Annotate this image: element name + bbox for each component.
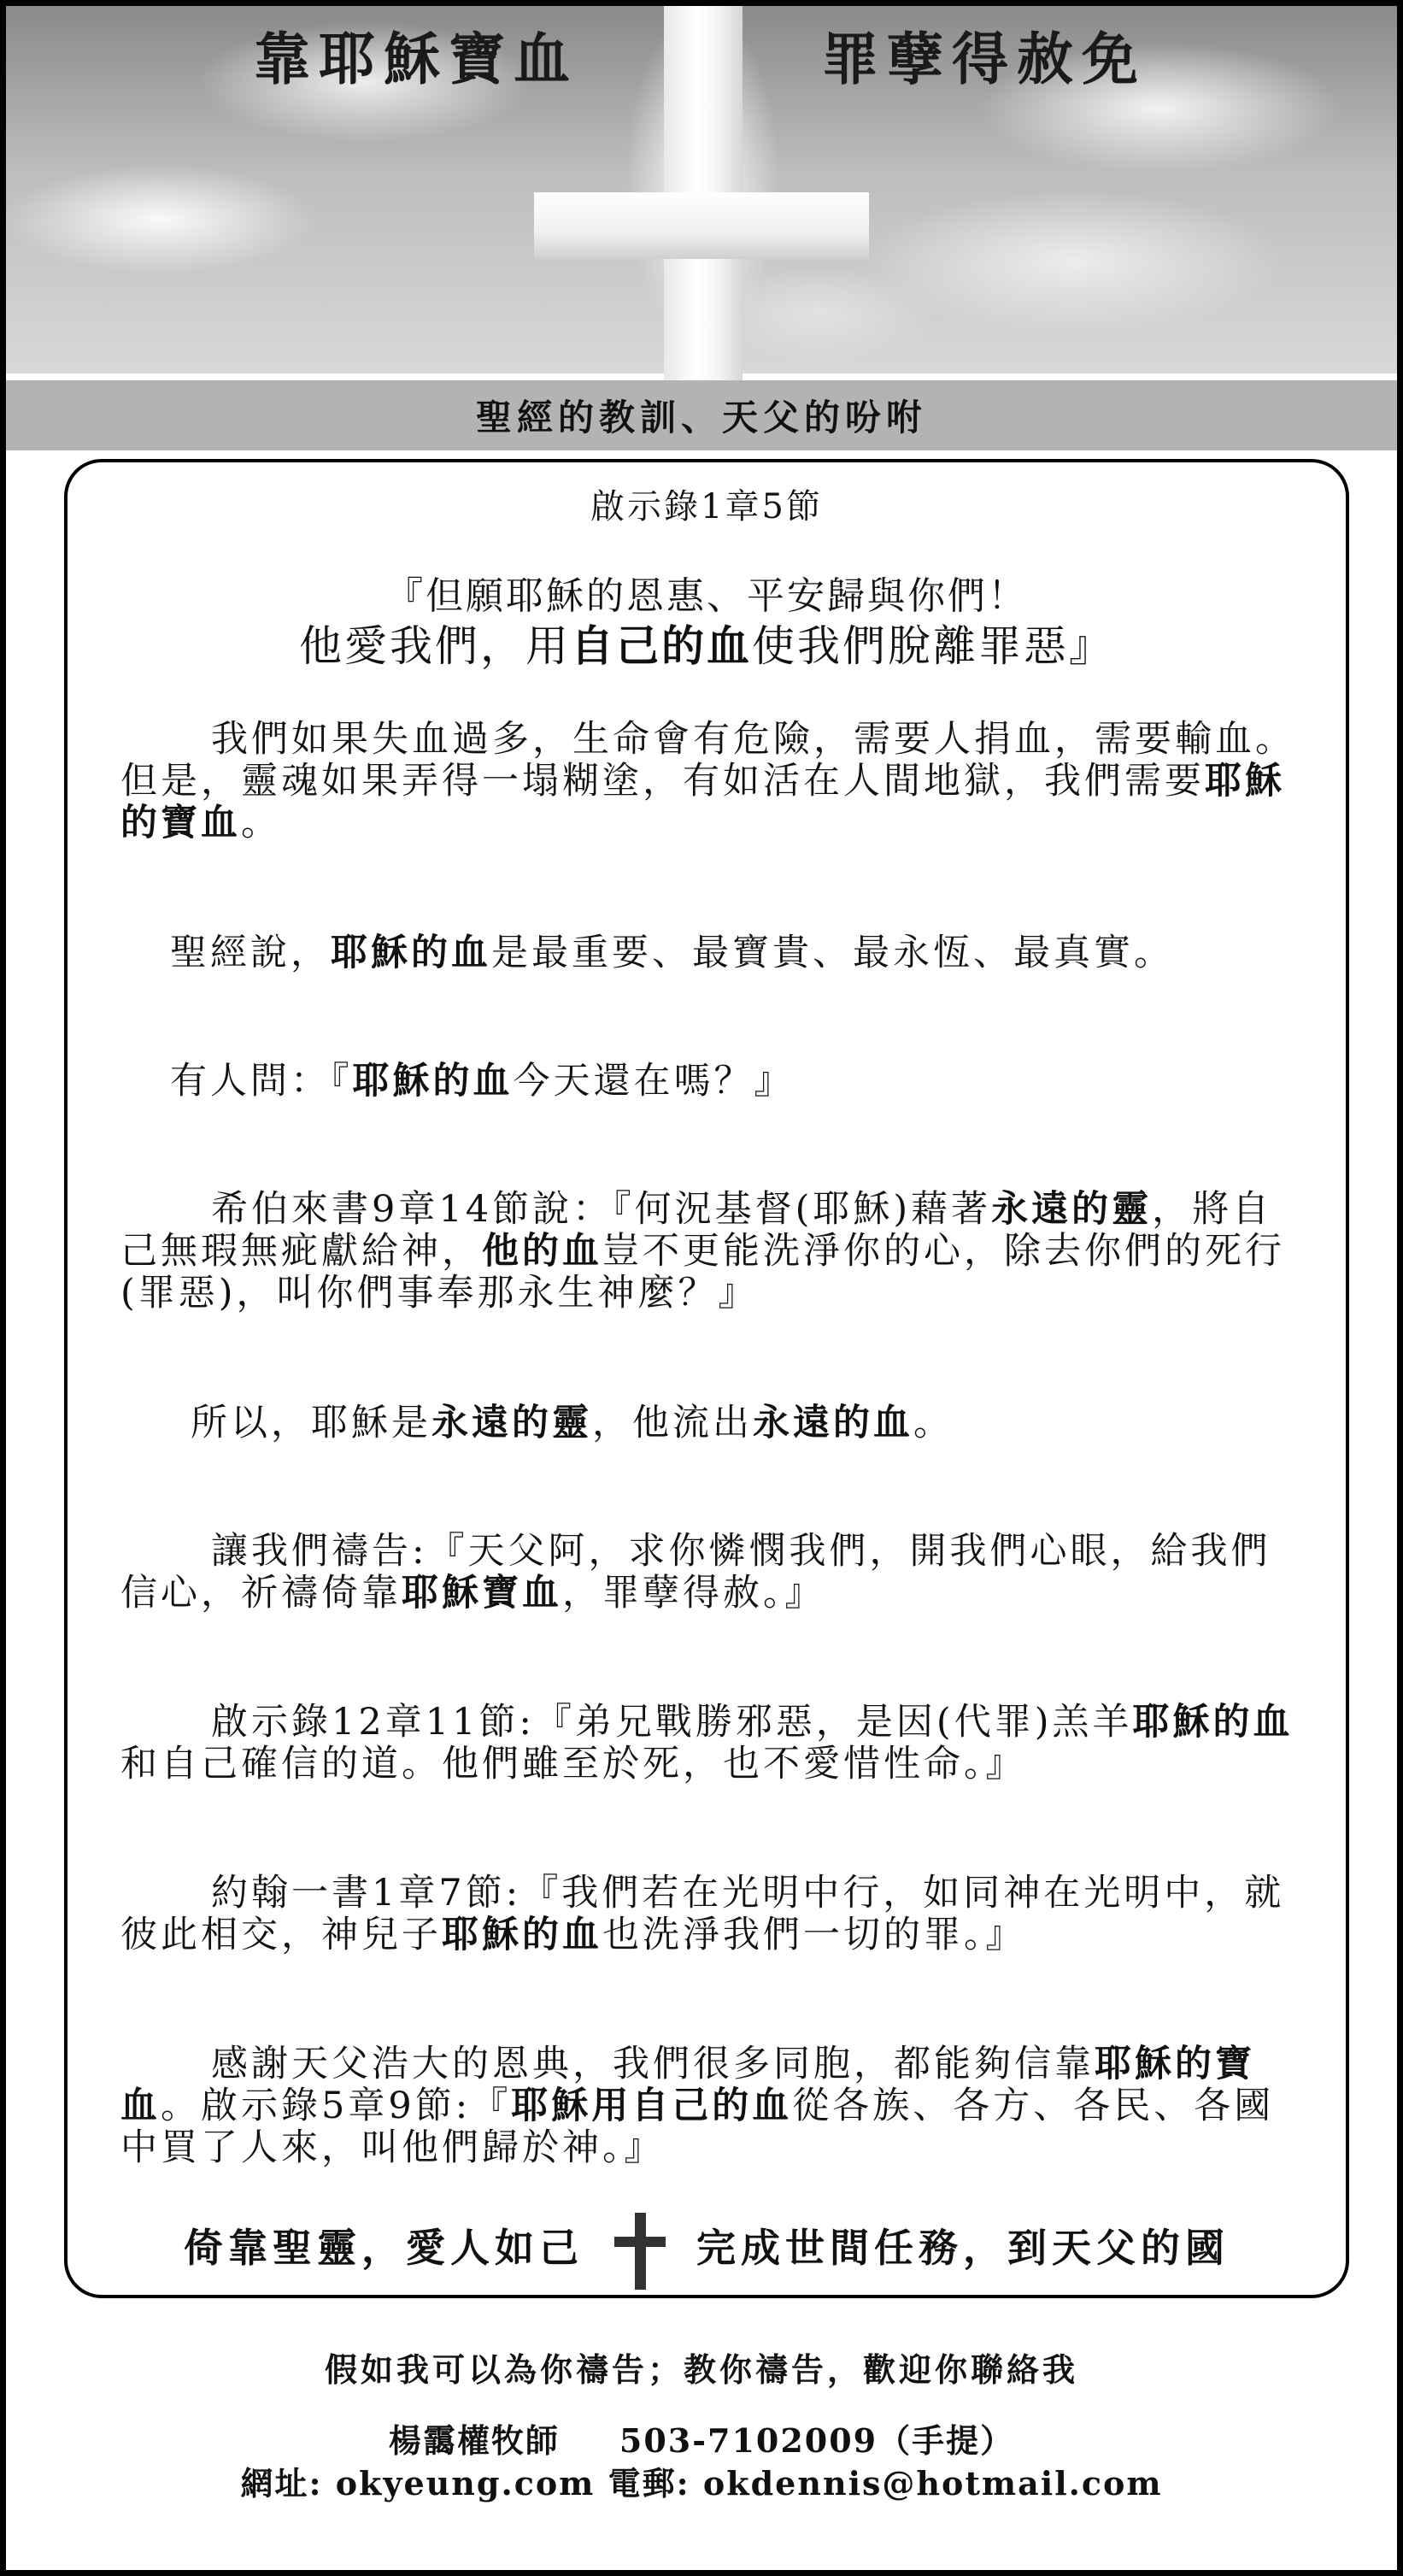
paragraph-eternal-spirit: 所以，耶穌是永遠的靈，他流出永遠的血。 — [191, 1402, 954, 1444]
scripture-reference: 啟示錄1章5節 — [590, 487, 823, 526]
paragraph-bible-says: 聖經說，耶穌的血是最重要、最寶貴、最永恆、最真實。 — [170, 932, 1174, 974]
banner-title-left: 靠耶穌寶血 — [254, 26, 578, 92]
motto-left: 倚靠聖靈，愛人如己 — [184, 2225, 584, 2271]
paragraph-prayer: 讓我們禱告:『天父阿，求你憐憫我們，開我們心眼，給我們信心，祈禱倚靠耶穌寶血，罪孽得赦。』 — [120, 1530, 1271, 1614]
cross-icon-horizontal — [534, 192, 869, 259]
content-box — [64, 459, 1349, 2298]
scripture-quote — [68, 572, 1346, 671]
paragraph-1john: 約翰一書1章7節:『我們若在光明中行，如同神在光明中，就彼此相交，神兒子耶穌的血也洗淨我們一切的罪。』 — [120, 1872, 1285, 1956]
paragraph-revelation-12: 啟示錄12章11節:『弟兄戰勝邪惡，是因(代罪)羔羊耶穌的血和自己確信的道。他們雖至於死，也不愛惜性命。』 — [120, 1701, 1294, 1785]
banner-title-right: 罪孽得赦免 — [822, 26, 1147, 92]
paragraph-someone-asks: 有人問：『耶穌的血今天還在嗎？』 — [170, 1060, 795, 1103]
email-label: 電郵: — [608, 2464, 690, 2502]
motto-right: 完成世間任務，到天父的國 — [696, 2225, 1230, 2271]
quote-line-1: 『但願耶穌的恩惠、平安歸與你們！ — [385, 574, 1028, 618]
contact-invite: 假如我可以為你禱告；教你禱告，歡迎你聯絡我 — [324, 2350, 1078, 2389]
motto-line — [68, 2213, 1346, 2290]
email-link[interactable]: okdennis@hotmail.com — [702, 2464, 1163, 2502]
sky-banner — [6, 6, 1397, 373]
phone-number: 503-7102009（手提） — [619, 2421, 1015, 2460]
website-link[interactable]: okyeung.com — [335, 2464, 596, 2502]
quote-line-2: 他愛我們，用自己的血使我們脫離罪惡』 — [299, 620, 1114, 671]
cross-icon — [614, 2213, 666, 2290]
contact-pastor-line — [6, 2414, 1397, 2461]
contact-web-line — [6, 2457, 1397, 2504]
paragraph-thanks: 感謝天父浩大的恩典，我們很多同胞，都能夠信靠耶穌的寶血。啟示錄5章9節:『耶穌用自己的血從各族、各方、各民、各國中買了人來，叫他們歸於神。』 — [120, 2043, 1275, 2169]
subheading-bar — [6, 380, 1397, 450]
web-label: 網址: — [240, 2464, 323, 2502]
subheading: 聖經的教訓、天父的吩咐 — [475, 397, 927, 438]
pastor-name: 楊靄權牧師 — [388, 2421, 560, 2460]
paragraph-blood-loss: 我們如果失血過多，生命會有危險，需要人捐血，需要輸血。但是，靈魂如果弄得一塌糊塗，有如活在人間地獄，我們需要耶穌的寶血。 — [120, 718, 1295, 844]
paragraph-hebrews: 希伯來書9章14節說：『何況基督(耶穌)藉著永遠的靈，將自己無瑕無疵獻給神，他的血豈不更能洗淨你的心，除去你們的死行(罪惡)，叫你們事奉那永生神麼？』 — [120, 1188, 1285, 1314]
